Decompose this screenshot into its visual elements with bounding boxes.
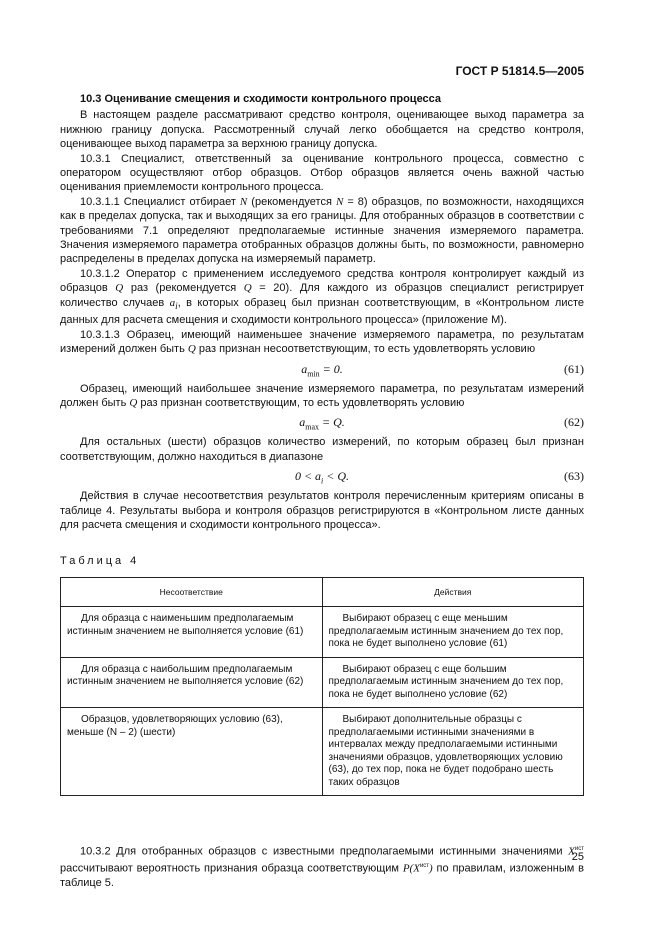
formula-subscript: max: [305, 422, 319, 432]
table-caption: Таблица 4: [60, 555, 140, 568]
formula-61: [60, 357, 584, 382]
cell-text: Для образца с наименьшим предполагаемым истинным значением не выполняется условие (61): [67, 613, 304, 637]
math-subscript: i: [175, 300, 178, 311]
table-cell: [61, 708, 323, 796]
text-segment: , в которых образец был признан соответствующим, в «Контрольном листе данных для расчета смещения и сходимости контрольного процесса» (приложение М).: [60, 296, 584, 327]
formula-number: (63): [564, 469, 584, 484]
table-cell: [322, 657, 584, 708]
text-segment: = 20). Для каждого из образцов специалист регистрирует количество случаев: [60, 282, 584, 309]
text-segment: раз признан несоответствующим, то есть удовлетворять условию: [195, 343, 536, 356]
page-number: 25: [571, 851, 584, 863]
text-segment: по правилам, изложенным в таблице 5.: [60, 862, 584, 890]
paragraph-10-3-2: [60, 842, 584, 891]
text-segment: раз признан соответствующим, то есть удовлетворять условию: [137, 396, 465, 409]
math-symbol: ): [429, 862, 433, 875]
cell-text: Выбирают образец с еще меньшим предполагаемым истинным значением до тех пор, пока не будет выполнено условие (61): [328, 613, 564, 650]
math-superscript: ист: [574, 846, 584, 853]
text-segment: 10.3.1.2 Оператор с применением исследуемого средства контроля контролирует каждый из образцов: [60, 267, 584, 295]
table-cell: [322, 708, 584, 796]
math-symbol: Q: [187, 343, 196, 356]
formula-number: (61): [564, 361, 584, 376]
math-symbol: N: [335, 195, 344, 208]
cell-text: Выбирают дополнительные образцы с предполагаемыми истинными значениями в интервалах между предполагаемыми истинными значениями образцов, удовлетворяющих условию (63), до тех пор, пока не будет подобрано шесть таких образцов: [328, 714, 563, 788]
table-cell: [61, 657, 323, 708]
document-body: [60, 92, 584, 891]
cell-text: Образцов, удовлетворяющих условию (63), меньше (N – 2) (шести): [67, 714, 283, 738]
text-segment: = 8) образцов, по возможности, находящихся как в пределах допуска, так и выходящих за его границы. Для отобранных образцов в соответствии с требованиями 7.1 определяют предполагаемые истинные значения измеряемого параметра. Значения измеряемого параметра отобранных образцов должны быть, по возможности, равномерно распределены в пределах допуска на измеряемый параметр.: [60, 195, 584, 266]
table-row: [61, 607, 584, 658]
formula-subscript: min: [307, 368, 320, 378]
formula-rhs: < Q.: [323, 469, 350, 484]
math-symbol: P(X: [402, 862, 420, 875]
text-segment: 10.3.1.1 Специалист отбирает: [80, 195, 240, 208]
table-row: [61, 708, 584, 796]
paragraph-10-3-1-3: [60, 328, 584, 357]
math-superscript: ист: [419, 863, 430, 870]
paragraph-10-3-1: 10.3.1 Специалист, ответственный за оценивание контрольного процесса, совместно с оператором осуществляют отбор образцов. Отбор образцов является очень важной частью оценивания приемлемости контрольного процесса.: [60, 152, 584, 194]
math-symbol: Q: [129, 396, 138, 409]
table-cell: [322, 607, 584, 658]
cell-text: Для образца с наибольшим предполагаемым истинным значением не выполняется условие (62): [67, 663, 304, 688]
table-row: [61, 657, 584, 708]
document-code-header: ГОСТ Р 51814.5—2005: [455, 64, 584, 78]
text-segment: (рекомендуется: [247, 195, 336, 208]
text-segment: Образец, имеющий наибольшее значение измеряемого параметра, по результатам измерений должен быть: [60, 382, 584, 409]
text-segment: раз (рекомендуется: [123, 282, 244, 295]
table-header-cell: Несоответствие: [61, 577, 323, 607]
table-header-cell: Действия: [322, 577, 584, 607]
formula-lhs: 0 < a: [294, 469, 322, 484]
paragraph-max-sample: [60, 382, 584, 411]
text-segment: 10.3.2 Для отобранных образцов с известными предполагаемыми истинными значениями: [80, 845, 569, 858]
formula-number: (62): [564, 415, 584, 430]
cell-text: Выбирают образец с еще большим предполагаемым истинным значением до тех пор, пока не будет выполнено условие (62): [328, 663, 564, 700]
section-heading: 10.3 Оценивание смещения и сходимости контрольного процесса: [80, 93, 442, 105]
math-symbol: Q: [243, 282, 252, 295]
formula-rhs: = Q.: [319, 415, 345, 430]
text-segment: 10.3.1.3 Образец, имеющий наименьшее значение измеряемого параметра, по результатам измерений должен быть: [60, 328, 584, 356]
paragraph-10-3-1-2: [60, 267, 584, 328]
formula-63: [60, 464, 584, 489]
math-symbol: X: [568, 845, 575, 858]
formula-rhs: = 0.: [319, 361, 343, 376]
table-cell: [61, 607, 323, 658]
paragraph-actions: Действия в случае несоответствия результатов контроля перечисленным критериям описаны в таблице 4. Результаты выбора и контроля образцов регистрируются в «Контрольном листе данных для расчета смещения и сходимости контрольного процесса».: [60, 490, 584, 531]
math-symbol: a: [169, 296, 176, 309]
paragraph-10-3-1-1: [60, 195, 584, 267]
table-header-row: [61, 577, 584, 607]
math-symbol: N: [239, 195, 248, 208]
math-symbol: Q: [115, 282, 124, 295]
text-segment: рассчитывают вероятность признания образца соответствующим: [60, 862, 403, 875]
formula-lhs: a: [299, 415, 306, 430]
formula-lhs: a: [301, 361, 308, 376]
formula-62: [60, 410, 584, 435]
formula-subscript: i: [321, 476, 324, 486]
nonconformity-table: [60, 577, 584, 797]
paragraph-other-samples: Для остальных (шести) образцов количество измерений, по которым образец был признан соответствующим, должно находиться в диапазоне: [60, 436, 584, 463]
paragraph-intro: В настоящем разделе рассматривают средство контроля, оценивающее выход параметра за нижнюю границу допуска. Рассмотренный случай легко обобщается на средство контроля, оценивающее выход параметра за верхнюю границу допуска.: [60, 109, 584, 151]
